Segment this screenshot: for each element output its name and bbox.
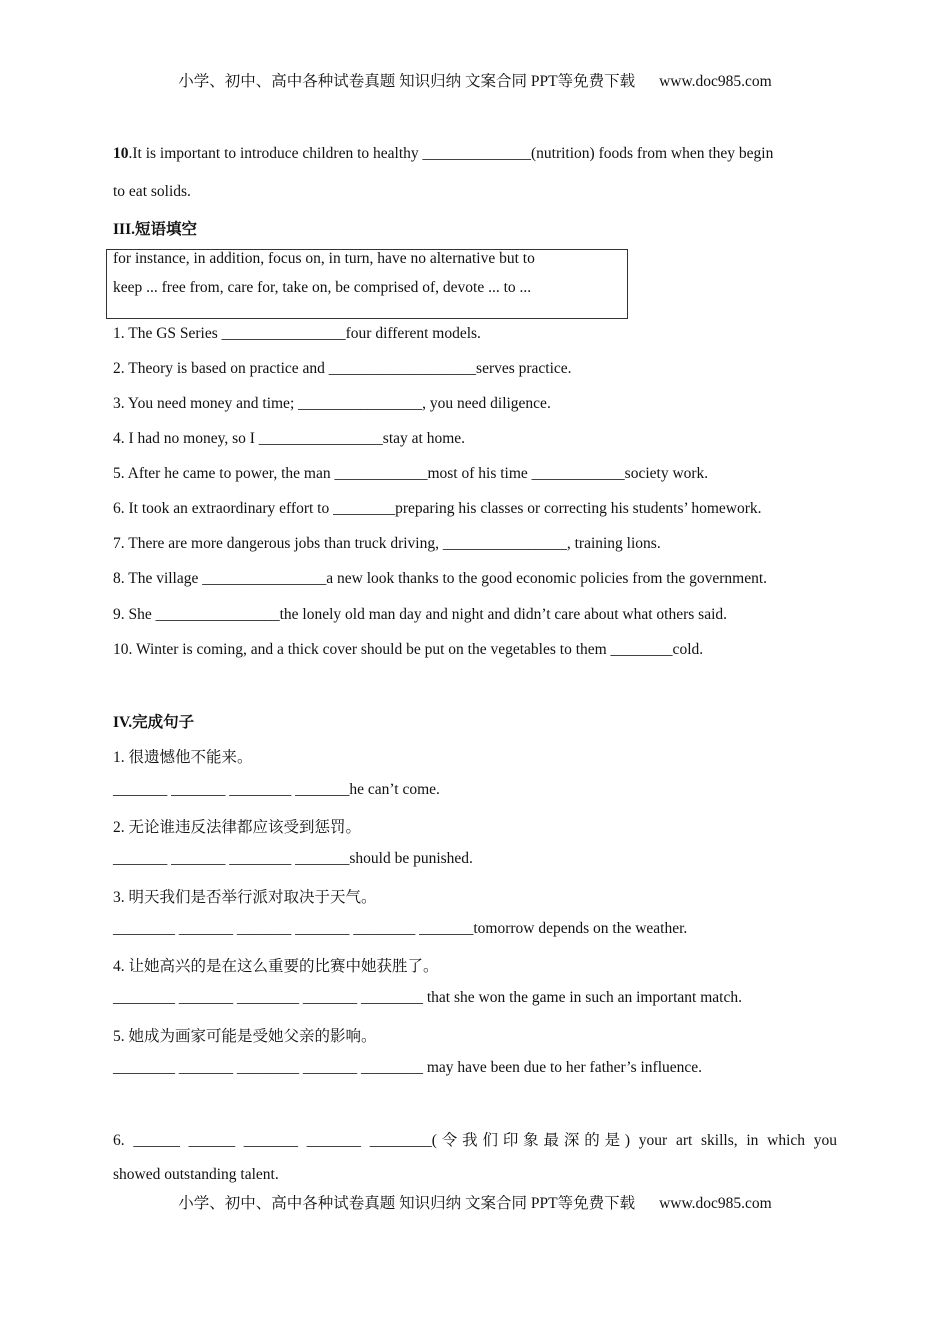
header-text: 小学、初中、高中各种试卷真题 知识归纳 文案合同 PPT等免费下载 [178, 73, 636, 90]
phrase-item-1: 1. The GS Series ________________four different models. [113, 325, 481, 342]
phrase-item-9: 9. She ________________the lonely old man day and night and didn’t care about what others said. [113, 606, 728, 623]
sentence-6-line2: showed outstanding talent. [113, 1166, 279, 1183]
word-bank-line1: for instance, in addition, focus on, in turn, have no alternative but to [113, 250, 535, 267]
phrase-item-4: 4. I had no money, so I ________________stay at home. [113, 430, 466, 447]
phrase-item-8: 8. The village ________________a new look thanks to the good economic policies from the government. [113, 570, 768, 587]
sentence-2-english: _______ _______ ________ _______should be punished. [113, 850, 473, 867]
phrase-item-3: 3. You need money and time; ________________, you need diligence. [113, 395, 551, 412]
sentence-1-chinese: 1. 很遗憾他不能来。 [113, 749, 253, 766]
section-4-title: IV.完成句子 [113, 714, 195, 731]
page-footer [0, 1191, 950, 1213]
phrase-item-10: 10. Winter is coming, and a thick cover should be put on the vegetables to them ________cold. [113, 641, 704, 658]
footer-site: www.doc985.com [659, 1195, 772, 1212]
phrase-item-5: 5. After he came to power, the man ____________most of his time ____________society work. [113, 465, 709, 482]
phrase-item-7: 7. There are more dangerous jobs than truck driving, ________________, training lions. [113, 535, 661, 552]
question-10-number: 10 [113, 145, 129, 162]
header-site: www.doc985.com [659, 73, 772, 90]
sentence-3-english: ________ _______ _______ _______ ________ _______tomorrow depends on the weather. [113, 920, 688, 937]
sentence-6-line1: 6. ______ ______ _______ _______ ________(令我们印象最深的是) your art skills, in which you [113, 1132, 837, 1149]
question-10-line1 [113, 145, 773, 163]
phrase-item-6: 6. It took an extraordinary effort to ________preparing his classes or correcting his students’ homework. [113, 500, 762, 517]
sentence-1-english: _______ _______ ________ _______he can’t come. [113, 781, 440, 798]
question-10-text: .It is important to introduce children to healthy ______________(nutrition) foods from when they begin [128, 145, 774, 162]
sentence-3-chinese: 3. 明天我们是否举行派对取决于天气。 [113, 889, 377, 906]
sentence-4-chinese: 4. 让她高兴的是在这么重要的比赛中她获胜了。 [113, 958, 439, 975]
section-3-title: III.短语填空 [113, 221, 197, 238]
sentence-4-english: ________ _______ ________ _______ ________ that she won the game in such an important match. [113, 989, 742, 1006]
footer-text: 小学、初中、高中各种试卷真题 知识归纳 文案合同 PPT等免费下载 [178, 1195, 636, 1212]
question-10-line2: to eat solids. [113, 183, 191, 200]
sentence-5-chinese: 5. 她成为画家可能是受她父亲的影响。 [113, 1028, 377, 1045]
page-header [0, 69, 950, 91]
sentence-5-english: ________ _______ ________ _______ ________ may have been due to her father’s influence. [113, 1059, 703, 1076]
phrase-item-2: 2. Theory is based on practice and ___________________serves practice. [113, 360, 572, 377]
word-bank-line2: keep ... free from, care for, take on, be comprised of, devote ... to ... [113, 279, 532, 296]
sentence-2-chinese: 2. 无论谁违反法律都应该受到惩罚。 [113, 819, 362, 836]
